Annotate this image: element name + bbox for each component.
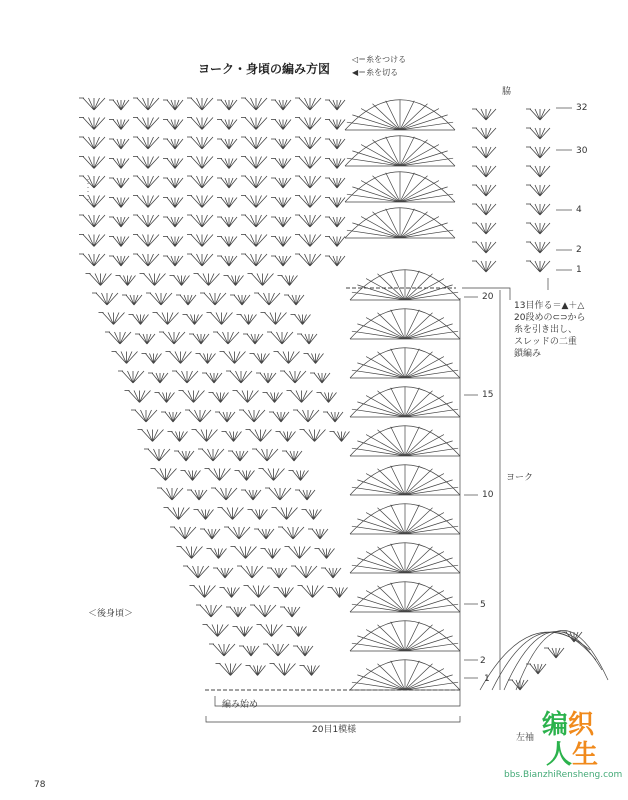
v-stitch <box>530 204 550 215</box>
v-stitch <box>258 293 280 305</box>
v-stitch <box>137 196 159 208</box>
v-stitch <box>275 120 291 130</box>
v-stitch <box>299 215 321 227</box>
v-stitch <box>152 373 168 383</box>
v-stitch <box>167 198 183 208</box>
sleeve-fans <box>480 630 608 690</box>
v-stitch <box>250 666 266 676</box>
v-stitch <box>211 549 227 559</box>
v-stitch <box>167 178 183 188</box>
v-stitch <box>194 586 216 598</box>
sleeve-label: 左袖 <box>516 733 535 743</box>
watermark-url: bbs.BianzhiRensheng.com <box>504 770 623 780</box>
v-stitch <box>235 547 257 559</box>
v-stitch <box>269 488 291 500</box>
v-stitch <box>137 215 159 227</box>
v-stitch <box>299 137 321 149</box>
v-stitch <box>282 527 304 539</box>
v-stitch <box>167 100 183 110</box>
v-stitch <box>312 529 328 539</box>
v-stitch <box>167 237 183 247</box>
v-stitch <box>278 352 300 364</box>
v-stitch <box>476 109 496 120</box>
yoke-label: ヨーク <box>506 473 534 483</box>
v-stitch <box>113 139 129 149</box>
v-stitch <box>83 254 105 266</box>
v-stitch <box>167 159 183 169</box>
v-stitch <box>228 527 250 539</box>
v-stitch <box>133 315 149 325</box>
v-stitch <box>329 237 345 247</box>
v-stitch <box>213 644 235 656</box>
v-stitch <box>299 98 321 110</box>
v-stitch <box>275 100 291 110</box>
v-stitch <box>250 430 272 442</box>
v-stitch <box>530 185 550 196</box>
v-stitch <box>137 157 159 169</box>
chain-rows <box>205 288 460 690</box>
v-stitch <box>224 588 240 598</box>
v-stitch <box>234 295 250 305</box>
note-line: 20段めの⊂⊃から <box>514 313 586 323</box>
v-stitch <box>274 664 296 676</box>
row-label-2: 2 <box>576 245 582 255</box>
v-stitch <box>245 176 267 188</box>
v-stitch <box>476 223 496 234</box>
watermark-logo-line2 <box>546 734 598 771</box>
v-stitch <box>222 508 244 520</box>
v-stitch <box>83 157 105 169</box>
v-stitch <box>137 98 159 110</box>
v-stitch <box>327 412 343 422</box>
v-stitch <box>217 568 233 578</box>
v-stitch <box>530 261 550 272</box>
v-stitch <box>207 625 229 637</box>
v-stitch <box>221 198 237 208</box>
v-stitch <box>245 235 267 247</box>
v-stitch <box>245 137 267 149</box>
v-stitch <box>306 510 322 520</box>
v-stitch <box>278 588 294 598</box>
v-stitch <box>476 147 496 158</box>
v-stitch <box>83 137 105 149</box>
v-stitch <box>476 166 496 177</box>
v-stitch <box>146 354 162 364</box>
row-label-20: 20 <box>482 292 494 302</box>
v-stitch <box>530 166 550 177</box>
v-stitch <box>275 256 291 266</box>
v-stitch <box>237 627 253 637</box>
v-stitch <box>321 393 337 403</box>
v-stitch <box>263 469 285 481</box>
v-stitch <box>139 334 155 344</box>
v-stitch <box>83 196 105 208</box>
v-stitch <box>83 118 105 130</box>
sleeve-guide <box>504 631 602 690</box>
v-stitch <box>167 120 183 130</box>
v-stitch <box>243 646 259 656</box>
v-stitch <box>301 334 317 344</box>
v-stitch <box>204 529 220 539</box>
v-stitch <box>228 276 244 286</box>
v-stitch <box>299 235 321 247</box>
v-stitch <box>191 235 213 247</box>
v-stitch <box>221 120 237 130</box>
v-stitch <box>329 120 345 130</box>
v-stitch <box>148 449 170 461</box>
v-stitch <box>304 666 320 676</box>
v-stitch <box>137 176 159 188</box>
v-stitch <box>280 432 296 442</box>
v-stitch <box>189 410 211 422</box>
v-stitch <box>256 449 278 461</box>
v-stitch <box>159 393 175 403</box>
v-stitch <box>221 217 237 227</box>
v-stitch <box>476 261 496 272</box>
v-stitch <box>275 139 291 149</box>
yoke-bracket <box>215 298 460 706</box>
v-stitch <box>142 430 164 442</box>
v-stitch <box>275 217 291 227</box>
v-stitch <box>293 471 309 481</box>
v-stitch <box>165 412 181 422</box>
v-stitch <box>304 430 326 442</box>
v-stitch <box>213 393 229 403</box>
note-line: スレッドの二重 <box>514 337 577 347</box>
v-stitch <box>230 371 252 383</box>
v-stitch <box>176 371 198 383</box>
v-stitch <box>245 118 267 130</box>
v-stitch <box>226 432 242 442</box>
v-stitch <box>150 293 172 305</box>
v-stitch <box>191 98 213 110</box>
row-label-1b: 1 <box>484 674 490 684</box>
v-stitch <box>178 451 194 461</box>
v-stitch <box>113 120 129 130</box>
v-stitch <box>275 237 291 247</box>
v-stitch <box>329 198 345 208</box>
v-stitch <box>241 315 257 325</box>
v-stitch <box>284 371 306 383</box>
v-stitch <box>297 410 319 422</box>
v-stitch <box>239 471 255 481</box>
v-stitch <box>167 217 183 227</box>
v-stitch <box>113 198 129 208</box>
chart-title: ヨーク・身頃の編み方図 <box>198 62 331 76</box>
v-stitch <box>172 432 188 442</box>
v-stitch <box>113 178 129 188</box>
v-stitch <box>252 274 274 286</box>
row-label-30: 30 <box>576 146 588 156</box>
v-stitch <box>299 157 321 169</box>
v-stitch <box>206 373 222 383</box>
v-stitch <box>83 176 105 188</box>
v-stitch <box>299 196 321 208</box>
v-stitch <box>289 547 311 559</box>
v-stitch <box>174 276 190 286</box>
row-label-10: 10 <box>482 490 494 500</box>
v-stitch <box>245 490 261 500</box>
v-stitch <box>245 254 267 266</box>
v-stitch <box>200 605 222 617</box>
v-stitch <box>137 254 159 266</box>
v-stitch <box>122 371 144 383</box>
v-stitch <box>271 332 293 344</box>
v-stitch <box>120 276 136 286</box>
v-stitch <box>137 137 159 149</box>
v-stitch <box>219 412 235 422</box>
watermark-char: 织 <box>568 710 595 740</box>
v-stitch <box>548 648 564 658</box>
v-stitch <box>245 215 267 227</box>
v-stitch <box>241 566 263 578</box>
v-stitch <box>202 449 224 461</box>
v-stitch <box>288 295 304 305</box>
v-stitch <box>237 391 259 403</box>
v-stitch <box>83 235 105 247</box>
v-stitch <box>221 139 237 149</box>
v-stitch <box>221 159 237 169</box>
v-stitch <box>200 354 216 364</box>
v-stitch <box>129 391 151 403</box>
v-stitch <box>291 627 307 637</box>
v-stitch <box>247 334 263 344</box>
v-stitch <box>137 235 159 247</box>
row-label-4: 4 <box>576 205 582 215</box>
yoke-fans <box>345 100 550 690</box>
v-stitch <box>193 334 209 344</box>
v-stitch <box>168 508 190 520</box>
v-stitch <box>329 256 345 266</box>
v-stitch <box>113 159 129 169</box>
note-line: 13目作る＝▲＋△ <box>514 301 585 311</box>
row-label-1: 1 <box>576 265 582 275</box>
v-stitch <box>530 664 546 674</box>
v-stitch <box>196 430 218 442</box>
page-number: 78 <box>34 780 46 790</box>
v-stitch <box>243 410 265 422</box>
v-stitch <box>297 646 313 656</box>
v-stitch <box>209 469 231 481</box>
v-stitch <box>157 313 179 325</box>
v-stitch <box>215 488 237 500</box>
v-stitch <box>254 605 276 617</box>
v-stitch <box>220 664 242 676</box>
v-stitch <box>245 98 267 110</box>
guide-lines <box>88 108 572 722</box>
v-stitch <box>314 373 330 383</box>
v-stitch <box>299 254 321 266</box>
v-stitch <box>191 157 213 169</box>
legend-attach-text: ＝糸をつける <box>358 55 407 64</box>
v-stitch <box>476 128 496 139</box>
v-stitch <box>232 451 248 461</box>
v-stitch <box>319 549 335 559</box>
legend-cut-yarn <box>352 67 398 78</box>
watermark-char: 编 <box>542 710 569 740</box>
v-stitch <box>191 196 213 208</box>
row-label-5: 5 <box>480 600 486 610</box>
v-stitch <box>295 315 311 325</box>
row-label-32: 32 <box>576 103 588 113</box>
start-label: 編み始め <box>222 700 259 710</box>
v-stitch <box>174 527 196 539</box>
v-stitch <box>144 274 166 286</box>
note-line: 糸を引き出し、 <box>514 325 578 335</box>
v-stitch <box>248 586 270 598</box>
v-stitch <box>245 157 267 169</box>
legend-cut-text: ＝糸を切る <box>358 68 399 77</box>
v-stitch <box>299 490 315 500</box>
cut-yarn-icon: ◀ <box>352 68 359 77</box>
pattern-repeat-label: 20目1模様 <box>312 725 357 735</box>
v-stitch <box>252 510 268 520</box>
v-stitch <box>137 118 159 130</box>
v-stitch <box>191 137 213 149</box>
v-stitch <box>230 607 246 617</box>
v-stitch <box>204 293 226 305</box>
v-stitch <box>476 242 496 253</box>
v-stitch <box>284 607 300 617</box>
v-stitch <box>299 118 321 130</box>
v-stitch <box>530 147 550 158</box>
v-stitch <box>180 295 196 305</box>
v-stitch <box>96 293 118 305</box>
v-stitch <box>329 217 345 227</box>
v-stitch <box>273 412 289 422</box>
v-stitch <box>221 178 237 188</box>
v-stitch <box>221 237 237 247</box>
v-stitch <box>332 588 348 598</box>
side-marker-label: 脇 <box>502 87 512 97</box>
v-stitch <box>329 159 345 169</box>
v-stitch <box>275 198 291 208</box>
v-stitch <box>211 313 233 325</box>
v-stitch <box>329 139 345 149</box>
watermark-char: 生 <box>572 740 599 770</box>
v-stitch <box>258 529 274 539</box>
back-body-label: ＜後身頃＞ <box>88 609 134 619</box>
v-stitch <box>126 295 142 305</box>
v-stitch <box>187 566 209 578</box>
v-stitch <box>265 549 281 559</box>
v-stitch <box>329 100 345 110</box>
v-stitch <box>103 313 125 325</box>
v-stitch <box>109 332 131 344</box>
v-stitch <box>181 547 203 559</box>
v-stitch <box>224 352 246 364</box>
v-stitch <box>113 217 129 227</box>
v-stitch <box>275 159 291 169</box>
note-line: 鎖編み <box>514 349 542 359</box>
v-stitch <box>135 410 157 422</box>
legend-attach-yarn <box>352 54 406 65</box>
v-stitch <box>90 274 112 286</box>
v-stitch <box>291 391 313 403</box>
v-stitch <box>530 242 550 253</box>
v-stitch <box>476 185 496 196</box>
back-body-fans <box>79 98 350 676</box>
v-stitch <box>155 469 177 481</box>
v-stitch <box>191 254 213 266</box>
v-stitch <box>187 315 203 325</box>
v-stitch <box>302 586 324 598</box>
v-stitch <box>308 354 324 364</box>
v-stitch <box>530 223 550 234</box>
v-stitch <box>221 256 237 266</box>
v-stitch <box>198 510 214 520</box>
v-stitch <box>183 391 205 403</box>
v-stitch <box>191 176 213 188</box>
v-stitch <box>325 568 341 578</box>
v-stitch <box>113 256 129 266</box>
v-stitch <box>267 393 283 403</box>
row-label-2b: 2 <box>480 656 486 666</box>
v-stitch <box>530 109 550 120</box>
v-stitch <box>163 332 185 344</box>
v-stitch <box>260 373 276 383</box>
v-stitch <box>275 178 291 188</box>
v-stitch <box>476 204 496 215</box>
instruction-note <box>514 300 624 360</box>
v-stitch <box>221 100 237 110</box>
v-stitch <box>254 354 270 364</box>
v-stitch <box>83 98 105 110</box>
v-stitch <box>245 196 267 208</box>
v-stitch <box>282 276 298 286</box>
v-stitch <box>271 568 287 578</box>
v-stitch <box>161 488 183 500</box>
v-stitch <box>530 128 550 139</box>
v-stitch <box>295 566 317 578</box>
attach-yarn-icon: ◁ <box>352 55 359 64</box>
v-stitch <box>113 237 129 247</box>
v-stitch <box>116 352 138 364</box>
v-stitch <box>170 352 192 364</box>
v-stitch <box>198 274 220 286</box>
v-stitch <box>267 644 289 656</box>
v-stitch <box>191 118 213 130</box>
v-stitch <box>167 256 183 266</box>
v-stitch <box>113 100 129 110</box>
row-label-15: 15 <box>482 390 494 400</box>
watermark-char: 人 <box>546 740 573 770</box>
v-stitch <box>265 313 287 325</box>
v-stitch <box>185 471 201 481</box>
v-stitch <box>286 451 302 461</box>
v-stitch <box>83 215 105 227</box>
v-stitch <box>276 508 298 520</box>
v-stitch <box>191 490 207 500</box>
v-stitch <box>512 680 528 690</box>
v-stitch <box>329 178 345 188</box>
v-stitch <box>191 215 213 227</box>
v-stitch <box>167 139 183 149</box>
v-stitch <box>217 332 239 344</box>
v-stitch <box>334 432 350 442</box>
v-stitch <box>299 176 321 188</box>
v-stitch <box>261 625 283 637</box>
